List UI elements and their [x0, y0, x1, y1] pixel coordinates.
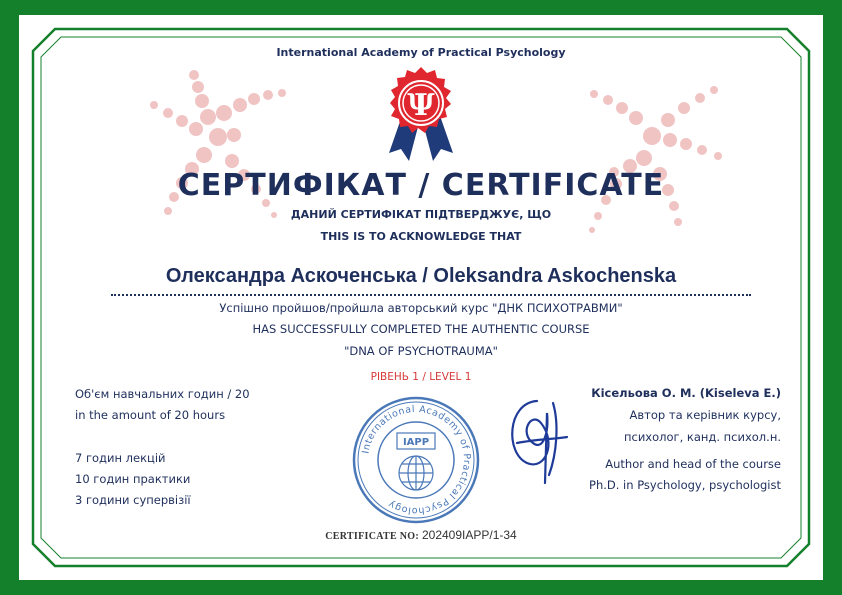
psi-symbol: Ψ [407, 88, 435, 123]
academy-name: International Academy of Practical Psychology [276, 46, 566, 59]
course-level: РІВЕНЬ 1 / LEVEL 1 [370, 371, 472, 383]
globe-icon [399, 456, 433, 490]
decorative-star-right [564, 80, 744, 250]
certificate-page [19, 15, 823, 580]
acknowledge-ua: ДАНИЙ СЕРТИФІКАТ ПІДТВЕРДЖУЄ, ЩО [290, 208, 552, 221]
name-underline [111, 294, 751, 296]
certificate-number-value: 202409IAPP/1-34 [421, 528, 517, 542]
hours-supervision: 3 години супервізії [75, 493, 191, 507]
signatory-role-ua-2: психолог, канд. психол.н. [623, 430, 781, 444]
seal-ring-text: International Academy of Practical Psychology [360, 403, 473, 517]
recipient-name: Олександра Аскоченська / Oleksandra Askochenska [165, 265, 677, 287]
certificate-number-label: CERTIFICATE NO: [325, 531, 419, 542]
hours-lectures: 7 годин лекцій [75, 451, 166, 465]
acknowledge-en: THIS IS TO ACKNOWLEDGE THAT [320, 230, 522, 243]
hours-volume-en: in the amount of 20 hours [75, 408, 226, 422]
certificate-number [19, 528, 823, 543]
signatory-name: Кісельова О. М. (Kiseleva E.) [591, 386, 781, 400]
academy-seal [351, 395, 481, 525]
signatory-role-ua-1: Автор та керівник курсу, [629, 408, 781, 422]
psi-emblem-badge [381, 65, 461, 165]
hours-volume-ua: Об'єм навчальних годин / 20 [75, 387, 250, 401]
handwritten-signature [497, 383, 577, 493]
signatory-role-en-2: Ph.D. in Psychology, psychologist [589, 478, 781, 492]
seal-center-text: IAPP [402, 437, 430, 448]
course-line-ua: Успішно пройшов/пройшла авторський курс "ДНК ПСИХОТРАВМИ" [219, 301, 623, 315]
signatory-role-en-1: Author and head of the course [605, 457, 781, 471]
course-name-en: "DNA OF PSYCHOTRAUMA" [344, 344, 498, 358]
certificate-title: СЕРТИФІКАТ / CERTIFICATE [177, 168, 665, 203]
course-line-en: HAS SUCCESSFULLY COMPLETED THE AUTHENTIC COURSE [252, 322, 590, 336]
hours-practice: 10 годин практики [75, 472, 191, 486]
